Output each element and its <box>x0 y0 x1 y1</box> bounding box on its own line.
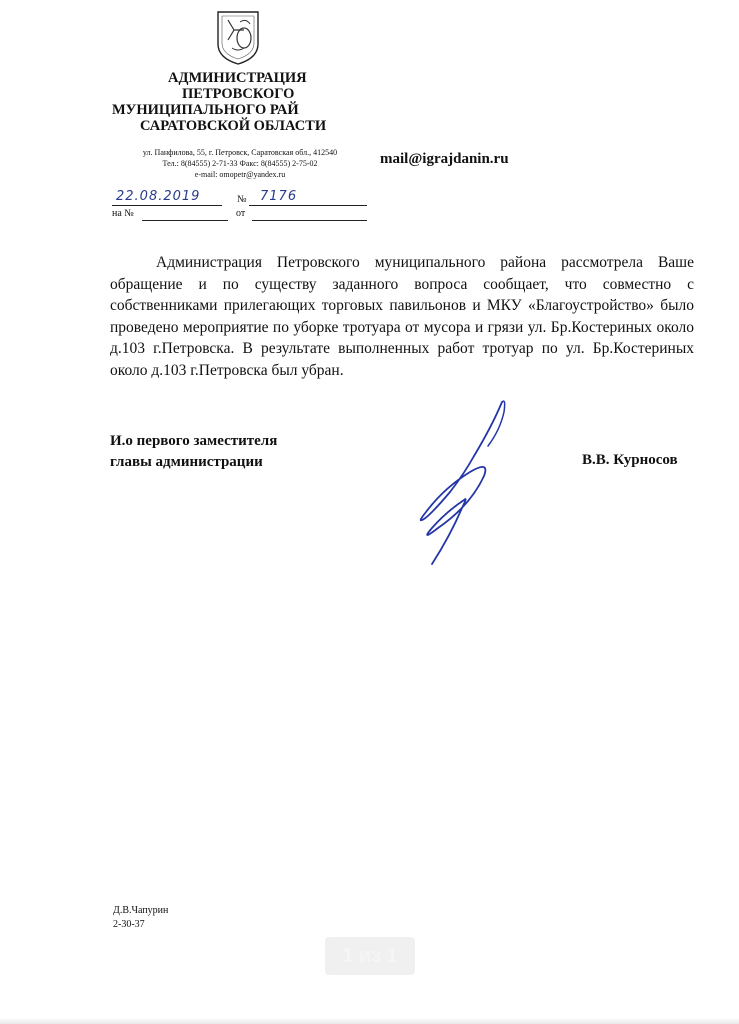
letterhead-contacts <box>120 147 360 180</box>
executor-info <box>113 904 168 932</box>
letter-body: Администрация Петровского муниципального района рассмотрела Ваше обращение и по существу заданного вопроса сообщает, что совместно с собственниками прилегающих торговых павильонов и МКУ «Благоустройство» было проведено мероприятие по уборке тротуара от мусора и грязи ул. Бр.Костериных около д.103 г.Петровска. В результате выполненных работ тротуар по ул. Бр.Костериных около д.103 г.Петровска был убран. <box>110 254 694 379</box>
reference-block <box>112 190 368 226</box>
org-line: САРАТОВСКОЙ ОБЛАСТИ <box>140 118 327 134</box>
signatory-title-line: главы администрации <box>110 454 263 470</box>
org-line: МУНИЦИПАЛЬНОГО РАЙ <box>112 102 299 118</box>
handwritten-signature <box>410 396 530 568</box>
signatory-title <box>110 431 277 473</box>
number-label: № <box>237 194 247 205</box>
recipient-email: mail@igrajdanin.ru <box>380 151 509 167</box>
executor-phone: 2-30-37 <box>113 919 145 930</box>
page-counter: 1 из 1 <box>325 937 415 975</box>
to-number-line <box>142 220 228 221</box>
signatory-title-line: И.о первого заместителя <box>110 433 278 449</box>
organization-name <box>112 70 364 134</box>
from-label: от <box>236 208 246 219</box>
org-line: АДМИНИСТРАЦИЯ <box>168 70 307 86</box>
address-text: ул. Панфилова, 55, г. Петровск, Саратовская обл., 412540 <box>142 148 338 157</box>
number-handwritten: 7176 <box>260 189 298 204</box>
date-handwritten: 22.08.2019 <box>116 189 201 204</box>
page-bottom-edge <box>0 1018 739 1024</box>
coat-of-arms-icon <box>214 8 262 66</box>
phone-text: Тел.: 8(84555) 2-71-33 Факс: 8(84555) 2-75-02 <box>162 159 318 168</box>
date-line <box>112 205 222 206</box>
from-line <box>252 220 367 221</box>
signatory-name: В.В. Курносов <box>582 452 678 468</box>
to-number-label: на № <box>112 208 134 219</box>
email-text: e-mail: omopetr@yandex.ru <box>194 170 286 179</box>
org-line: ПЕТРОВСКОГО <box>182 86 295 102</box>
number-line <box>249 205 367 206</box>
executor-name: Д.В.Чапурин <box>113 905 169 916</box>
